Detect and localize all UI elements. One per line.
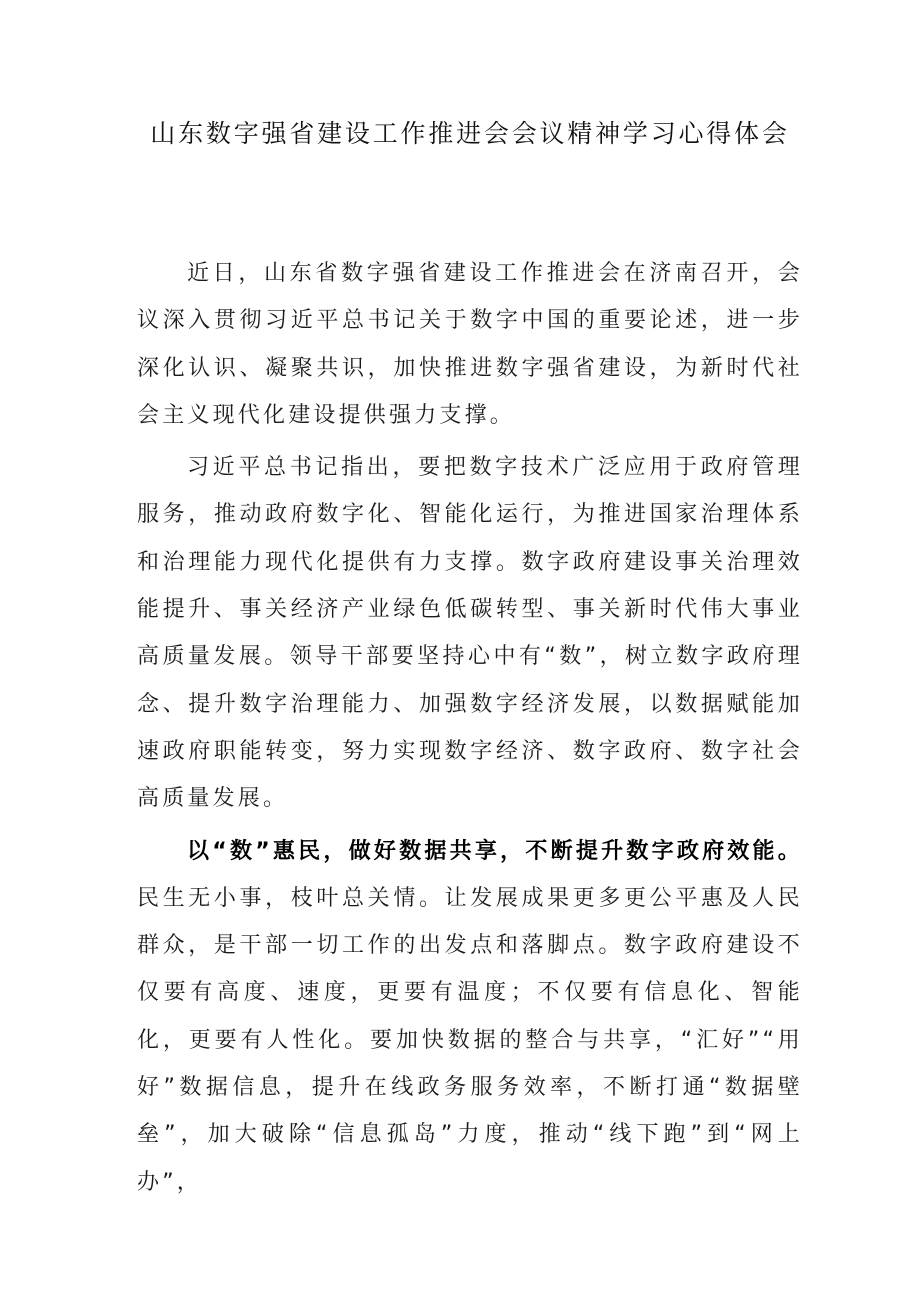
document-body — [137, 250, 803, 1206]
paragraph-text: 民生无小事，枝叶总关情。让发展成果更多更公平惠及人民群众，是干部一切工作的出发点和落脚点。数字政府建设不仅要有高度、速度，更要有温度；不仅要有信息化、智能化，更要有人性化。要加快数据的整合与共享，“汇好”“用好”数据信息，提升在线政务服务效率，不断打通“数据壁垒”，加大破除“信息孤岛”力度，推动“线下跑”到“网上办”， — [137, 885, 803, 1195]
paragraph-text: 近日，山东省数字强省建设工作推进会在济南召开，会议深入贯彻习近平总书记关于数字中国的重要论述，进一步深化认识、凝聚共识，加快推进数字强省建设，为新时代社会主义现代化建设提供强力支撑。 — [137, 261, 803, 428]
paragraph-quote — [137, 444, 803, 822]
paragraph-data-sharing — [137, 828, 803, 1206]
document-title: 山东数字强省建设工作推进会会议精神学习心得体会 — [150, 119, 790, 148]
paragraph-bold-lead: 以“数”惠民，做好数据共享，不断提升数字政府效能。 — [187, 838, 803, 864]
paragraph-text: 习近平总书记指出，要把数字技术广泛应用于政府管理服务，推动政府数字化、智能化运行，为推进国家治理体系和治理能力现代化提供有力支撑。数字政府建设事关治理效能提升、事关经济产业绿色低碳转型、事关新时代伟大事业高质量发展。领导干部要坚持心中有“数”，树立数字政府理念、提升数字治理能力、加强数字经济发展，以数据赋能加速政府职能转变，努力实现数字经济、数字政府、数字社会高质量发展。 — [137, 455, 803, 812]
paragraph-intro — [137, 250, 803, 439]
